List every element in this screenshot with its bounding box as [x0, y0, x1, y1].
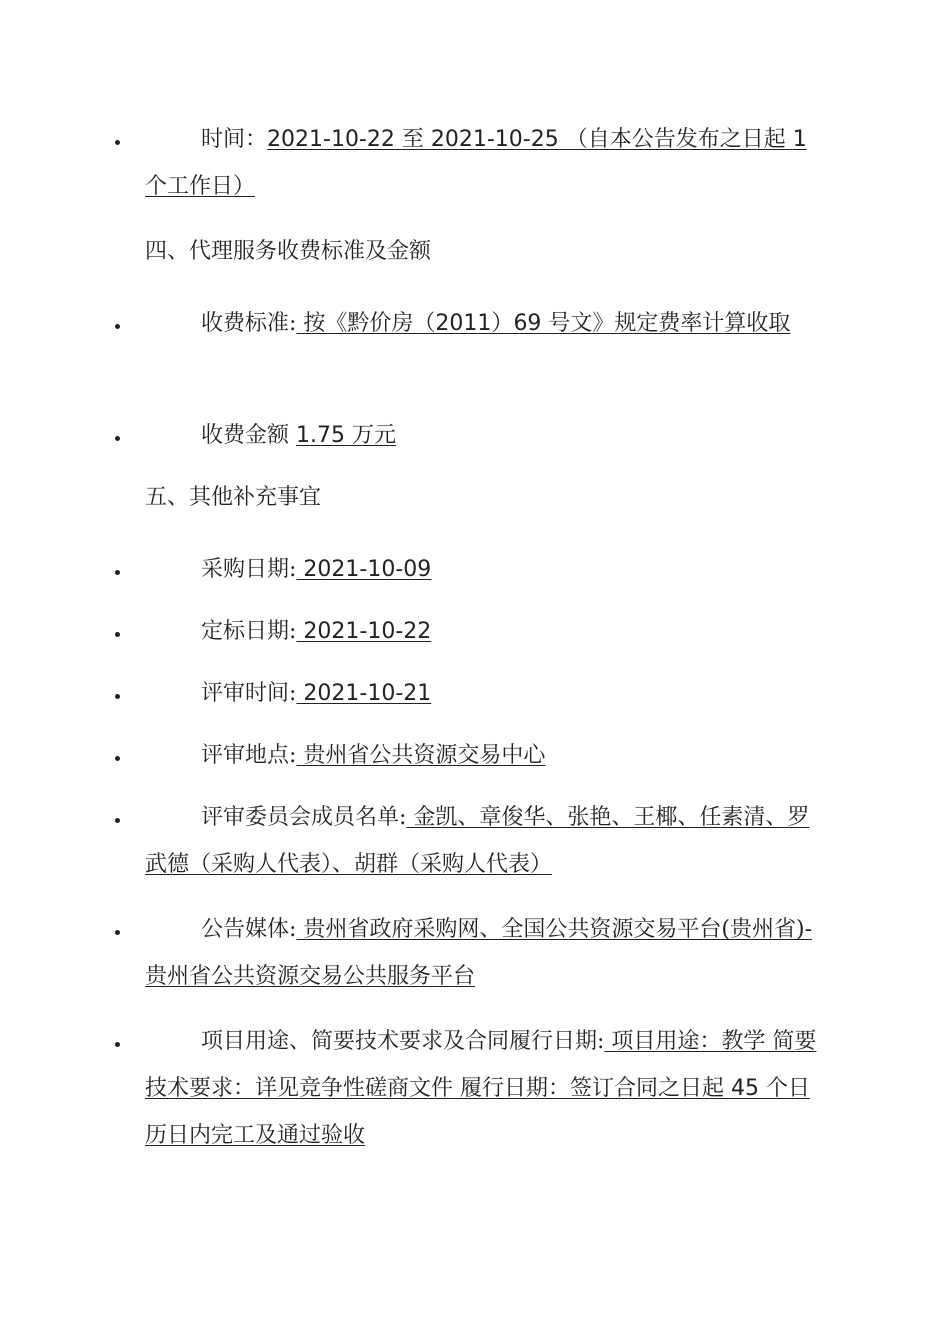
media-value: 贵州省政府采购网、全国公共资源交易平台(贵州省)-贵州省公共资源交易公共服务平台: [145, 917, 813, 989]
committee-value: 金凯、章俊华、张艳、王椰、任素清、罗武德（采购人代表）、胡群（采购人代表）: [145, 805, 810, 877]
fee-amount-number: 1.75: [296, 423, 345, 448]
bullet-icon: [115, 436, 123, 444]
fee-amount-unit: 万元: [344, 423, 396, 448]
to-word: 至: [394, 127, 431, 152]
section-heading-5: 五、其他补充事宜: [145, 485, 322, 510]
bullet-icon: [115, 140, 123, 148]
award-date-value: 2021-10-22: [296, 619, 432, 644]
usage-label: 项目用途、简要技术要求及合同履行日期:: [201, 1029, 605, 1054]
award-date-item: [145, 608, 817, 655]
fee-amount-value: [296, 423, 396, 448]
review-place-label: 评审地点:: [201, 743, 297, 768]
bullet-icon: [115, 632, 123, 640]
fee-standard-text-c: 号文》规定费率计算收取: [541, 311, 791, 336]
usage-days: 45: [731, 1076, 759, 1101]
media-label: 公告媒体:: [201, 917, 297, 942]
bullet-icon: [115, 930, 123, 938]
usage-text-b: 个日历日内完工及通过验收: [145, 1076, 810, 1148]
purchase-date-item: [145, 546, 817, 593]
fee-standard-label: 收费标准:: [201, 311, 297, 336]
bullet-icon: [115, 570, 123, 578]
committee-label: 评审委员会成员名单:: [201, 805, 407, 830]
fee-amount-item: [145, 412, 817, 459]
start-date: 2021-10-22: [267, 127, 395, 152]
bullet-icon: [115, 694, 123, 702]
fee-standard-text-b: ）: [491, 311, 514, 336]
media-item: [145, 906, 817, 1000]
award-date-label: 定标日期:: [201, 619, 297, 644]
fee-standard-value: [296, 311, 790, 336]
bullet-icon: [115, 756, 123, 764]
fee-standard-doc-no: 69: [513, 311, 542, 336]
usage-item: [145, 1018, 817, 1159]
bullet-icon: [115, 818, 123, 826]
time-label: 时间：: [201, 127, 268, 152]
review-time-item: [145, 670, 817, 717]
purchase-date-label: 采购日期:: [201, 557, 297, 582]
time-note-a: （自本公告发布之日起: [558, 127, 793, 152]
time-item: [145, 116, 817, 210]
bullet-icon: [115, 324, 123, 332]
review-place-value: 贵州省公共资源交易中心: [296, 743, 546, 768]
fee-amount-label: 收费金额: [201, 423, 296, 448]
time-note-num: 1: [792, 127, 807, 152]
fee-standard-year: 2011: [435, 311, 492, 336]
end-date: 2021-10-25: [430, 127, 559, 152]
purchase-date-value: 2021-10-09: [296, 557, 432, 582]
section-heading-4: 四、代理服务收费标准及金额: [145, 239, 432, 264]
committee-item: [145, 794, 817, 888]
fee-standard-item: [145, 300, 817, 347]
review-time-label: 评审时间:: [201, 681, 297, 706]
time-note-b: 个工作日）: [145, 174, 256, 199]
fee-standard-text-a: 按《黔价房（: [296, 311, 436, 336]
usage-text-a: 项目用途：教学 简要技术要求：详见竞争性磋商文件 履行日期：签订合同之日起: [145, 1029, 817, 1101]
review-place-item: [145, 732, 817, 779]
bullet-icon: [115, 1042, 123, 1050]
review-time-value: 2021-10-21: [296, 681, 432, 706]
